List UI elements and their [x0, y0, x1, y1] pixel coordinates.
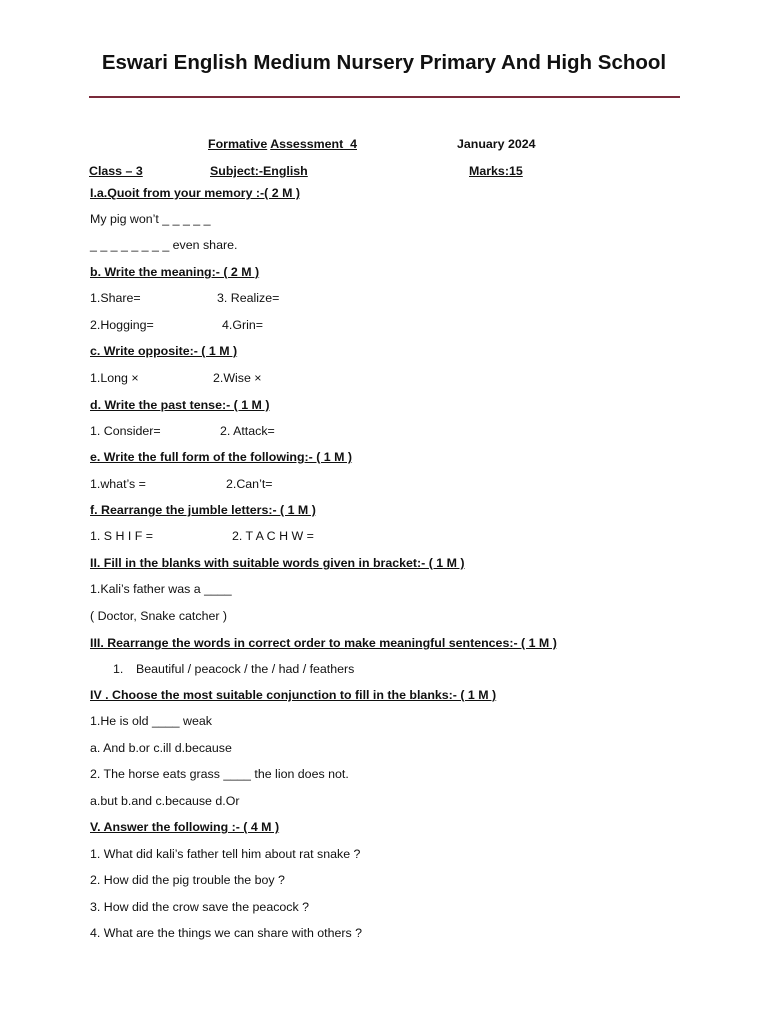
options-line: a.but b.and c.because d.Or: [90, 794, 240, 808]
question-line: 1.He is old ____ weak: [90, 714, 212, 728]
assessment-title: [208, 137, 357, 151]
section-heading: III. Rearrange the words in correct order to make meaningful sentences:- ( 1 M ): [90, 636, 557, 650]
section-heading: d. Write the past tense:- ( 1 M ): [90, 398, 270, 412]
question-item: 4.Grin=: [222, 318, 263, 332]
question-line: Beautiful / peacock / the / had / feathers: [136, 662, 355, 676]
question-line: 1.Kali’s father was a ____: [90, 582, 232, 596]
question-item: 1.Long ×: [90, 371, 139, 385]
section-heading: V. Answer the following :- ( 4 M ): [90, 820, 280, 834]
question-line: 3. How did the crow save the peacock ?: [90, 900, 310, 914]
question-line: 2. How did the pig trouble the boy ?: [90, 873, 285, 887]
marks-value: 15: [508, 164, 523, 178]
section-heading: IV . Choose the most suitable conjunction to fill in the blanks:- ( 1 M ): [90, 688, 497, 702]
marks-text: Marks:: [469, 164, 509, 178]
school-name: Eswari English Medium Nursery Primary And High School: [101, 51, 667, 74]
section-heading: c. Write opposite:- ( 1 M ): [90, 344, 238, 358]
question-item: 1. Consider=: [90, 424, 161, 438]
question-item: 2.Can’t=: [226, 477, 273, 491]
question-item: 3. Realize=: [217, 291, 280, 305]
exam-date: January 2024: [457, 137, 536, 151]
question-item: 1.Share=: [90, 291, 141, 305]
question-line: 4. What are the things we can share with others ?: [90, 926, 363, 940]
list-number: 1.: [113, 662, 124, 676]
title-divider: [89, 96, 680, 98]
subject-label: Subject:-English: [210, 164, 308, 178]
question-item: 1.what’s =: [90, 477, 146, 491]
section-heading: b. Write the meaning:- ( 2 M ): [90, 265, 260, 279]
question-item: 1. S H I F =: [90, 529, 154, 543]
question-line: _ _ _ _ _ _ _ _ even share.: [90, 238, 238, 252]
question-item: 2. Attack=: [220, 424, 275, 438]
question-item: 2. T A C H W =: [232, 529, 314, 543]
section-heading: f. Rearrange the jumble letters:- ( 1 M ): [90, 503, 316, 517]
question-item: 2.Wise ×: [213, 371, 262, 385]
section-heading: e. Write the full form of the following:- ( 1 M ): [90, 450, 353, 464]
question-line: 2. The horse eats grass ____ the lion does not.: [90, 767, 349, 781]
options-line: ( Doctor, Snake catcher ): [90, 609, 228, 623]
section-heading: I.a.Quoit from your memory :-( 2 M ): [90, 186, 300, 200]
class-label: Class – 3: [89, 164, 143, 178]
assessment-prefix: Formative: [208, 137, 268, 151]
question-item: 2.Hogging=: [90, 318, 154, 332]
assessment-name: Assessment 4: [270, 137, 357, 151]
marks-label: [469, 164, 523, 178]
question-line: 1. What did kali’s father tell him about rat snake ?: [90, 847, 361, 861]
section-heading: II. Fill in the blanks with suitable words given in bracket:- ( 1 M ): [90, 556, 465, 570]
options-line: a. And b.or c.ill d.because: [90, 741, 232, 755]
question-line: My pig won’t _ _ _ _ _: [90, 212, 211, 226]
